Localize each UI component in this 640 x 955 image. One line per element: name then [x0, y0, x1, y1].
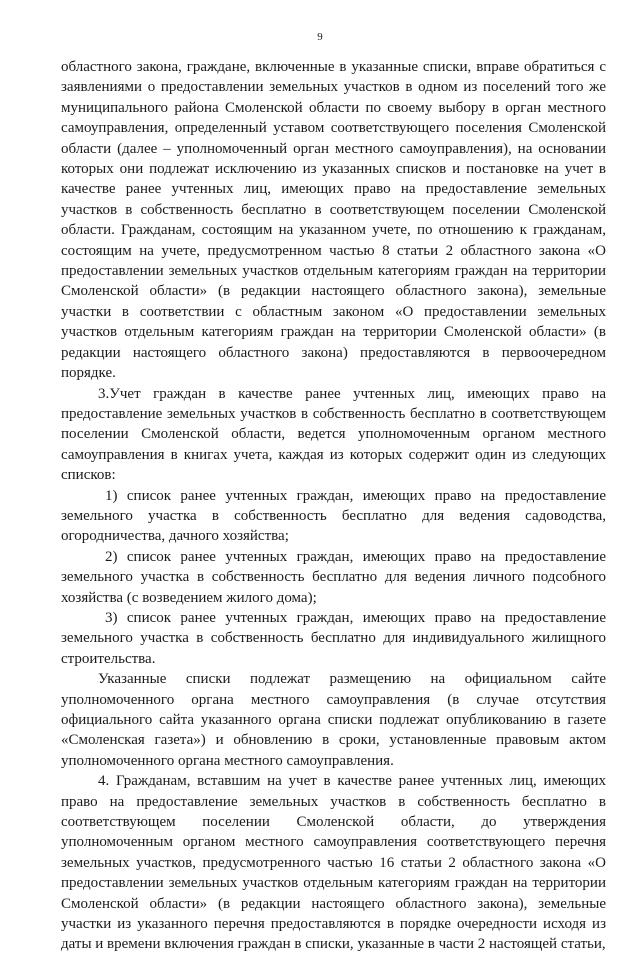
- paragraph-item-3: 3.Учет граждан в качестве ранее учтенных лиц, имеющих право на предоставление земельных участков в собственность бесплатно в соответствующем поселении Смоленской области, ведется уполномоченным органом местного самоуправления в книгах учета, каждая из которых содержит один из следующих списков:: [61, 385, 606, 484]
- document-body: [61, 57, 606, 955]
- list-item-3: 3) список ранее учтенных граждан, имеющих право на предоставление земельного участка в собственность бесплатно для индивидуального жилищного строительства.: [61, 609, 606, 667]
- paragraph-lists-publication: Указанные списки подлежат размещению на официальном сайте уполномоченного органа местного самоуправления (в случае отсутствия официального сайта указанного органа списки подлежат опубликованию в газете «Смоленская газета») и обновлению в сроки, установленные правовым актом уполномоченного органа местного самоуправления.: [61, 671, 606, 769]
- paragraph-item-4: 4. Гражданам, вставшим на учет в качестве ранее учтенных лиц, имеющих право на предоставление земельных участков в собственность бесплатно в соответствующем поселении Смоленской области, до утверждения уполномоченным органом местного самоуправления соответствующего перечня земельных участков, предусмотренного частью 16 статьи 2 областного закона «О предоставлении земельных участков отдельным категориям граждан на территории Смоленской области» (в редакции настоящего областного закона), земельные участки из указанного перечня предоставляются в порядке очередности исходя из даты и времени включения граждан в списки, указанные в части 2 настоящей статьи,: [61, 773, 606, 953]
- list-item-1: 1) список ранее учтенных граждан, имеющих право на предоставление земельного участка в собственность бесплатно для ведения садоводства, огородничества, дачного хозяйства;: [61, 487, 606, 545]
- list-item-2: 2) список ранее учтенных граждан, имеющих право на предоставление земельного участка в собственность бесплатно для ведения личного подсобного хозяйства (с возведением жилого дома);: [61, 548, 606, 606]
- paragraph-continuation: областного закона, граждане, включенные в указанные списки, вправе обратиться с заявлениями о предоставлении земельных участков в одном из поселений того же муниципального района Смоленской области по своему выбору в орган местного самоуправления, определенный уставом соответствующего поселения Смоленской области (далее – уполномоченный орган местного самоуправления), на основании которых они подлежат исключению из указанных списков и постановке на учет в качестве ранее учтенных лиц, имеющих право на предоставление земельных участков в собственность бесплатно в соответствующем поселении Смоленской области. Гражданам, состоящим на указанном учете, по отношению к гражданам, состоящим на учете, предусмотренном частью 8 статьи 2 областного закона «О предоставлении земельных участков отдельным категориям граждан на территории Смоленской области» (в редакции настоящего областного закона), земельные участки в соответствии с областным законом «О предоставлении земельных участков отдельным категориям граждан на территории Смоленской области» (в редакции настоящего областного закона) предоставляются в первоочередном порядке.: [61, 59, 606, 382]
- page-number: 9: [317, 31, 323, 43]
